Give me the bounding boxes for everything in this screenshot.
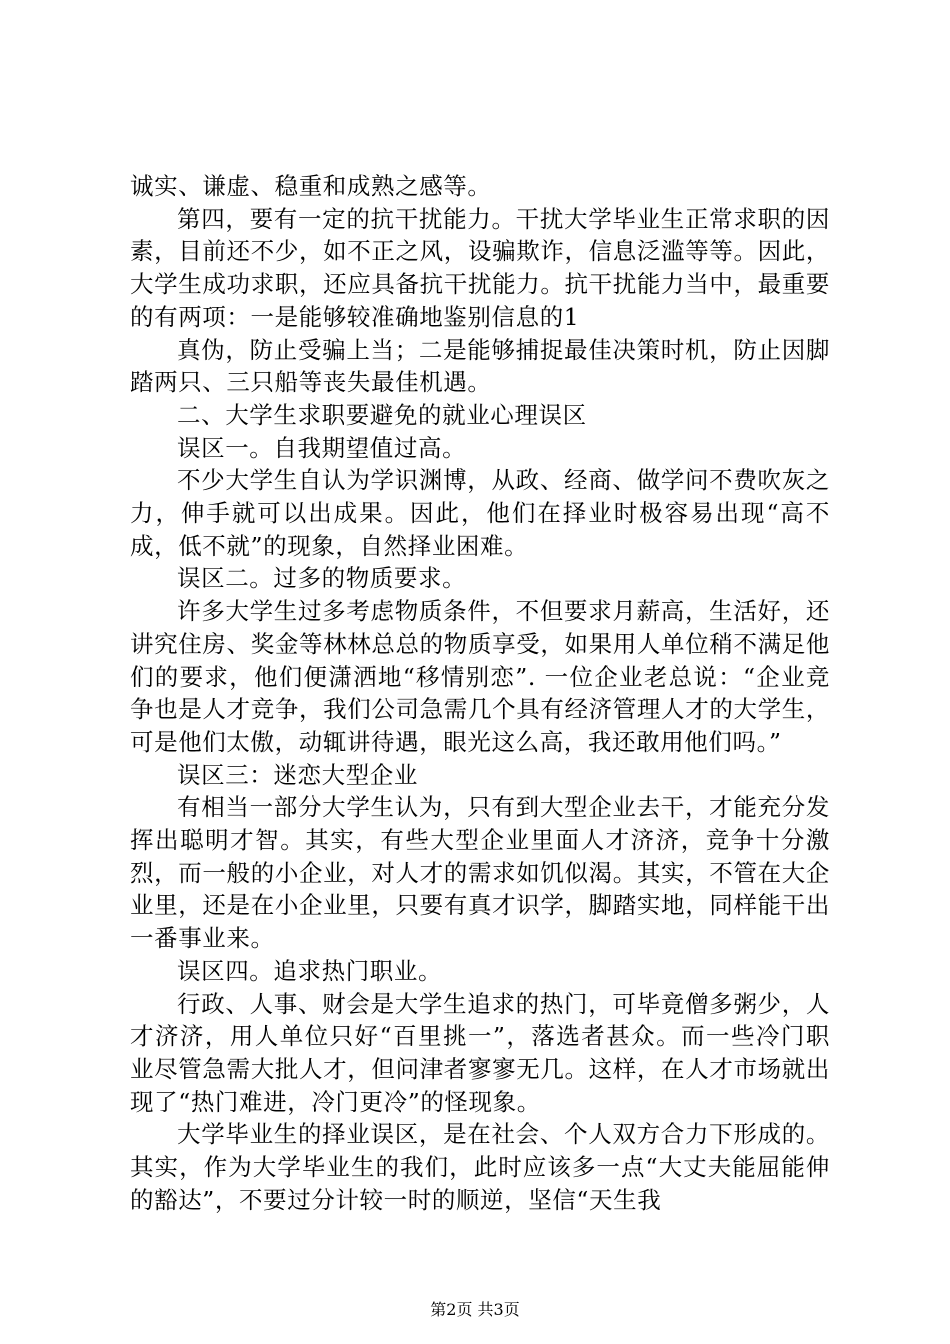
paragraph: 行政、人事、财会是大学生追求的热门，可毕竟僧多粥少，人才济济，用人单位只好“百里挑一”，落选者甚众。而一些冷门职业尽管急需大批人才，但问津者寥寥无几。这样，在人才市场就出现了“热门难进，冷门更冷”的怪现象。 [130,989,830,1116]
page-footer [0,1300,950,1320]
paragraph: 第四，要有一定的抗干扰能力。干扰大学毕业生正常求职的因素，目前还不少，如不正之风，设骗欺诈，信息泛滥等等。因此，大学生成功求职，还应具备抗干扰能力。抗干扰能力当中，最重要的有两项：一是能够较准确地鉴别信息的1 [130,204,830,331]
paragraph: 大学毕业生的择业误区，是在社会、个人双方合力下形成的。其实，作为大学毕业生的我们，此时应该多一点“大丈夫能屈能伸的豁达”，不要过分计较一时的顺逆，坚信“天生我 [130,1120,830,1214]
page-number-label: 第2页 共3页 [430,1300,520,1319]
subsection-heading: 误区一。自我期望值过高。 [177,433,467,462]
section-heading: 二、大学生求职要避免的就业心理误区 [177,400,587,429]
paragraph: 不少大学生自认为学识渊博，从政、经商、做学问不费吹灰之力，伸手就可以出成果。因此，他们在择业时极容易出现“高不成，低不就”的现象，自然择业困难。 [130,466,830,560]
subsection-heading: 误区四。追求热门职业。 [177,956,443,985]
paragraph: 真伪，防止受骗上当；二是能够捕捉最佳决策时机，防止因脚踏两只、三只船等丧失最佳机遇。 [130,335,830,397]
subsection-heading: 误区三：迷恋大型企业 [177,760,418,789]
paragraph: 诚实、谦虚、稳重和成熟之感等。 [130,172,492,200]
document-body [130,170,830,1217]
paragraph: 许多大学生过多考虑物质条件，不但要求月薪高，生活好，还讲究住房、奖金等林林总总的物质享受，如果用人单位稍不满足他们的要求，他们便潇洒地“移情别恋”. 一位企业老总说：“企业竞争也是人才竞争，我们公司急需几个具有经济管理人才的大学生，可是他们太傲，动辄讲待遇，眼光这么高，我还敢用他们吗。” [130,597,830,756]
paragraph: 有相当一部分大学生认为，只有到大型企业去干，才能充分发挥出聪明才智。其实，有些大型企业里面人才济济，竞争十分激烈，而一般的小企业，对人才的需求如饥似渴。其实，不管在大企业里，还是在小企业里，只要有真才识学，脚踏实地，同样能干出一番事业来。 [130,793,830,953]
subsection-heading: 误区二。过多的物质要求。 [177,564,467,593]
